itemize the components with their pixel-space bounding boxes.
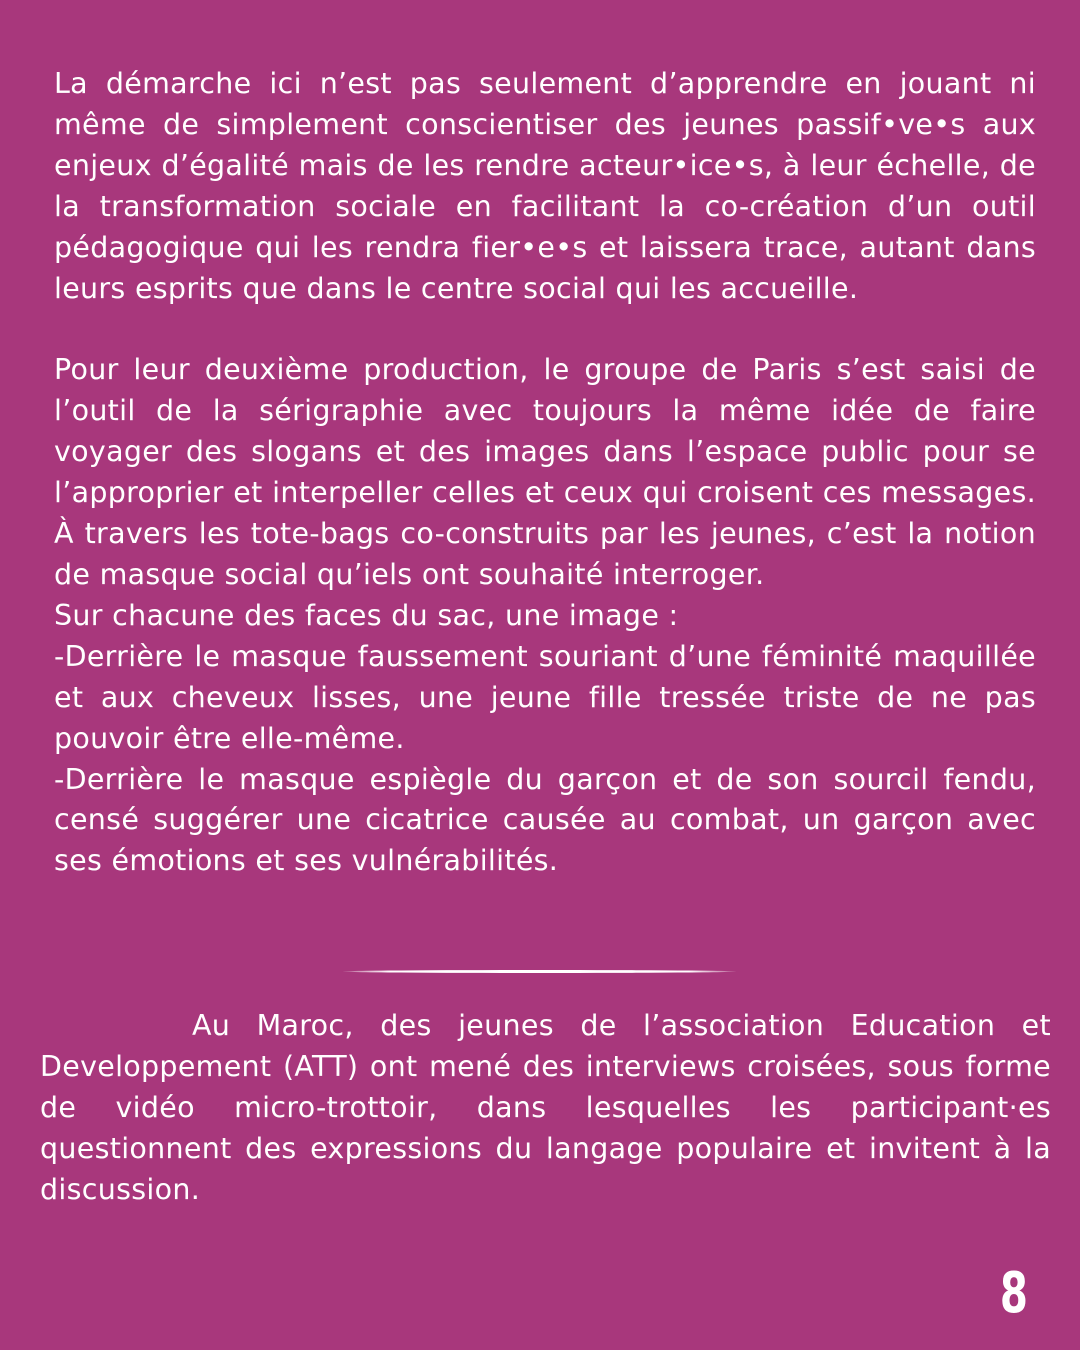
- morocco-text-block: [40, 1006, 1051, 1211]
- paragraph-masculine-mask: -Derrière le masque espiègle du garçon et de son sourcil fendu, censé suggérer une cicatrice causée au combat, un garçon avec ses émotions et ses vulnérabilités.: [54, 762, 1036, 878]
- paragraph-spacer: [54, 309, 1036, 350]
- section-divider: [343, 970, 736, 973]
- paragraph-morocco-interviews: Au Maroc, des jeunes de l’association Education et Developpement (ATT) ont mené des interviews croisées, sous forme de vidéo micro-trottoir, dans lesquelles les participant·es questionnent des expressions du langage populaire et invitent à la discussion.: [40, 1009, 1051, 1206]
- paragraph-bag-faces: Sur chacune des faces du sac, une image :: [54, 598, 679, 632]
- page-number: 8: [999, 1261, 1028, 1326]
- paragraph-pedagogical-approach: La démarche ici n’est pas seulement d’apprendre en jouant ni même de simplement conscientiser des jeunes passif•ve•s aux enjeux d’égalité mais de les rendre acteur•ice•s, à leur échelle, de la transformation sociale en facilitant la co-création d’un outil pédagogique qui les rendra fier•e•s et laissera trace, autant dans leurs esprits que dans le centre social qui les accueille.: [54, 67, 1036, 305]
- main-text-block: [54, 64, 1036, 882]
- paragraph-paris-screenprint: Pour leur deuxième production, le groupe de Paris s’est saisi de l’outil de la sérigraphie avec toujours la même idée de faire voyager des slogans et des images dans l’espace public pour se l’approprier et interpeller celles et ceux qui croisent ces messages. À travers les tote-bags co-construits par les jeunes, c’est la notion de masque social qu’iels ont souhaité interroger.: [54, 353, 1036, 591]
- paragraph-feminine-mask: -Derrière le masque faussement souriant d’une féminité maquillée et aux cheveux lisses, une jeune fille tressée triste de ne pas pouvoir être elle-même.: [54, 639, 1036, 755]
